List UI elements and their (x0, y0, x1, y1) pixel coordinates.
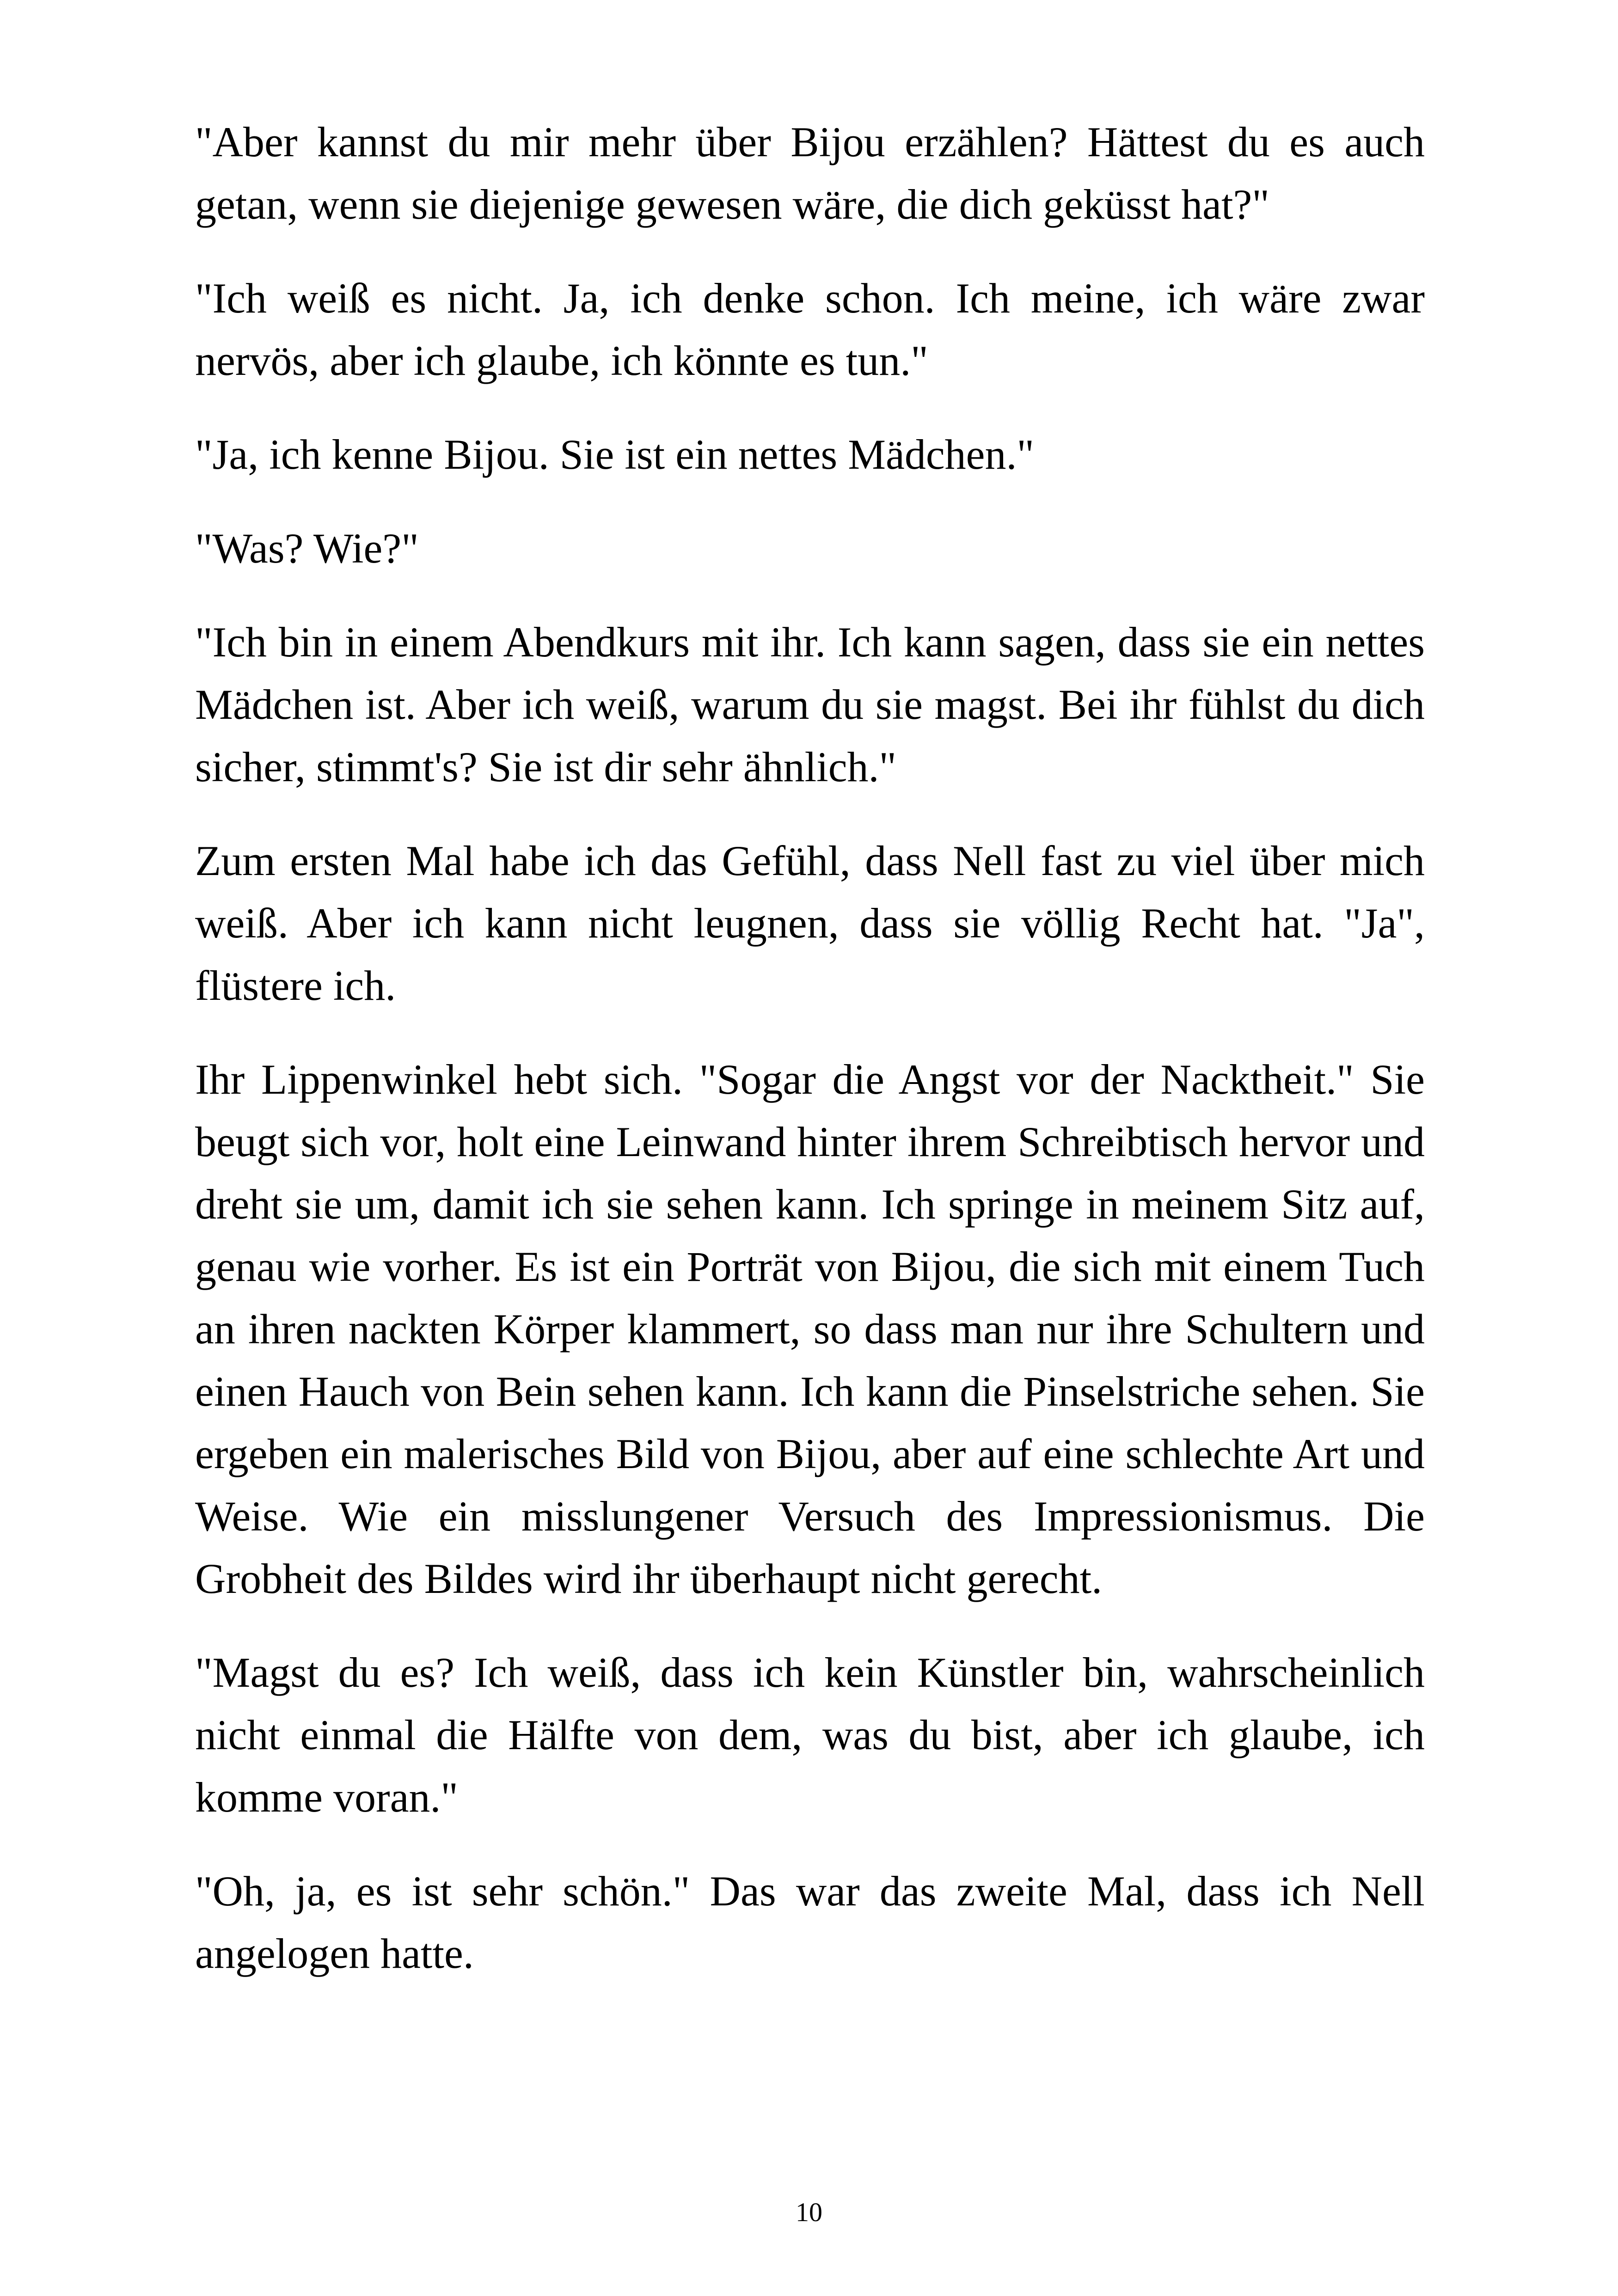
paragraph: "Aber kannst du mir mehr über Bijou erzählen? Hättest du es auch getan, wenn sie diejenige gewesen wäre, die dich geküsst hat?" (195, 118, 1425, 228)
paragraph: "Magst du es? Ich weiß, dass ich kein Künstler bin, wahrscheinlich nicht einmal die Hälfte von dem, was du bist, aber ich glaube, ich komme voran." (195, 1649, 1425, 1821)
paragraph: "Ja, ich kenne Bijou. Sie ist ein nettes Mädchen." (195, 431, 1035, 478)
page-body (195, 111, 1425, 2016)
page-number: 10 (796, 2197, 822, 2227)
paragraph: "Ich weiß es nicht. Ja, ich denke schon. Ich meine, ich wäre zwar nervös, aber ich glaube, ich könnte es tun." (195, 275, 1425, 384)
paragraph: "Ich bin in einem Abendkurs mit ihr. Ich kann sagen, dass sie ein nettes Mädchen ist. Aber ich weiß, warum du sie magst. Bei ihr fühlst du dich sicher, stimmt's? Sie ist dir sehr ähnlich." (195, 618, 1425, 790)
paragraph: Ihr Lippenwinkel hebt sich. "Sogar die Angst vor der Nacktheit." Sie beugt sich vor, holt eine Leinwand hinter ihrem Schreibtisch hervor und dreht sie um, damit ich sie sehen kann. Ich springe in meinem Sitz auf, genau wie vorher. Es ist ein Porträt von Bijou, die sich mit einem Tuch an ihren nackten Körper klammert, so dass man nur ihre Schultern und einen Hauch von Bein sehen kann. Ich kann die Pinselstriche sehen. Sie ergeben ein malerisches Bild von Bijou, aber auf eine schlechte Art und Weise. Wie ein misslungener Versuch des Impressionismus. Die Grobheit des Bildes wird ihr überhaupt nicht gerecht. (195, 1056, 1425, 1602)
paragraph: Zum ersten Mal habe ich das Gefühl, dass Nell fast zu viel über mich weiß. Aber ich kann nicht leugnen, dass sie völlig Recht hat. "Ja", flüstere ich. (195, 837, 1425, 1009)
paragraph: "Was? Wie?" (195, 525, 419, 572)
paragraph: "Oh, ja, es ist sehr schön." Das war das zweite Mal, dass ich Nell angelogen hatte. (195, 1867, 1425, 1977)
